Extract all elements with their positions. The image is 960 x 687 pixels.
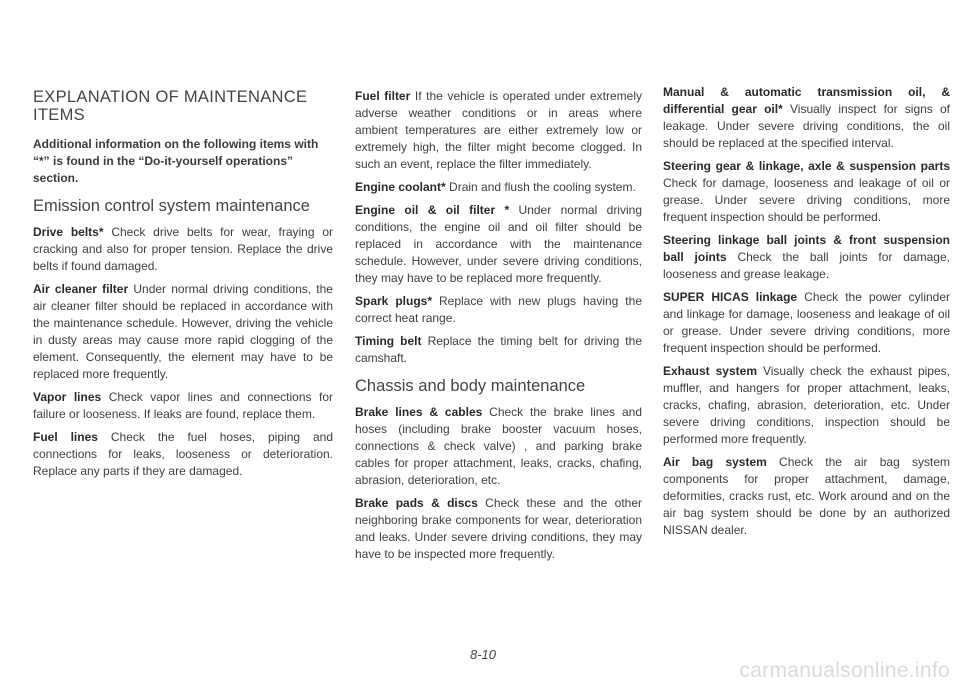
item-text: Replace with new plugs having the correct heat range. xyxy=(355,294,642,325)
right-column xyxy=(663,84,950,545)
item-term: Vapor lines xyxy=(33,390,102,404)
section-heading-chassis: Chassis and body maintenance xyxy=(355,377,586,395)
item-spark-plugs xyxy=(355,293,642,327)
item-fuel-filter xyxy=(355,88,642,173)
item-term: Timing belt xyxy=(355,334,422,348)
item-fuel-lines xyxy=(33,429,333,480)
item-term: Air cleaner filter xyxy=(33,282,129,296)
item-vapor-lines xyxy=(33,389,333,423)
item-text: Check the air bag system components for proper attachment, damage, deformities, cracks rust, etc. Work around and on the air bag system should be done by an authorized NISSAN dealer. xyxy=(663,455,950,537)
item-term: SUPER HICAS linkage xyxy=(663,290,798,304)
item-text: Under normal driving conditions, the engine oil and oil filter should be replaced in accordance with the maintenance schedule. However, under severe driving conditions, they may have to be replaced more frequently. xyxy=(355,203,642,285)
item-text: Under normal driving conditions, the air cleaner filter should be replaced in accordance with the maintenance schedule. However, driving the vehicle in dusty areas may cause more rapid clogging of the element. Consequently, the element may have to be replaced more frequently. xyxy=(33,282,333,381)
item-term: Manual & automatic transmission oil, & differential gear oil* xyxy=(663,85,950,116)
watermark: carmanualsonline.info xyxy=(739,659,950,682)
item-term: Brake lines & cables xyxy=(355,405,483,419)
page-number: 8-10 xyxy=(470,647,497,662)
middle-column xyxy=(355,88,642,569)
item-term: Brake pads & discs xyxy=(355,496,478,510)
item-term: Air bag system xyxy=(663,455,767,469)
item-engine-coolant xyxy=(355,179,642,196)
item-text: Drain and flush the cooling system. xyxy=(449,180,636,194)
item-term: Exhaust system xyxy=(663,364,757,378)
item-text: Visually check the exhaust pipes, muffler, and hangers for proper attachment, leaks, cracks, chafing, abrasion, deterioration, etc. Under severe driving conditions, inspection should be performed more frequently. xyxy=(663,364,950,446)
item-brake-lines xyxy=(355,404,642,489)
item-text: Check these and the other neighboring brake components for wear, deterioration and leaks. Under severe driving conditions, they may have to be inspected more frequently. xyxy=(355,496,643,561)
item-air-cleaner-filter xyxy=(33,281,333,383)
item-steering-gear xyxy=(663,158,950,226)
item-super-hicas xyxy=(663,289,950,357)
item-air-bag-system xyxy=(663,454,950,539)
item-term: Engine oil & oil filter * xyxy=(355,203,510,217)
item-text: Replace the timing belt for driving the camshaft. xyxy=(355,334,642,365)
item-term: Drive belts* xyxy=(33,225,104,239)
item-term: Fuel lines xyxy=(33,430,98,444)
left-column xyxy=(33,88,333,486)
intro-note: Additional information on the following items with “*” is found in the “Do-it-yourself operations” section. xyxy=(33,137,319,185)
item-text: Check the ball joints for damage, looseness and grease leakage. xyxy=(663,250,950,281)
item-text: Check the power cylinder and linkage for damage, looseness and leakage of oil or grease. Under severe driving conditions, more frequent inspection should be performed. xyxy=(663,290,950,355)
item-transmission-oil xyxy=(663,84,950,152)
page-title: EXPLANATION OF MAINTENANCE ITEMS xyxy=(33,88,308,124)
item-term: Engine coolant* xyxy=(355,180,446,194)
item-timing-belt xyxy=(355,333,642,367)
item-term: Steering gear & linkage, axle & suspension parts xyxy=(663,159,950,173)
item-text: Check drive belts for wear, fraying or cracking and also for proper tension. Replace the drive belts if found damaged. xyxy=(33,225,333,273)
item-text: Check vapor lines and connections for failure or looseness. If leaks are found, replace them. xyxy=(33,390,334,421)
item-text: Check for damage, looseness and leakage of oil or grease. Under severe driving conditions, more frequent inspection should be performed. xyxy=(663,176,950,224)
item-text: Check the fuel hoses, piping and connections for leaks, looseness or deterioration. Replace any parts if they are damaged. xyxy=(33,430,333,478)
item-ball-joints xyxy=(663,232,950,283)
item-term: Steering linkage ball joints & front suspension ball joints xyxy=(663,233,950,264)
item-brake-pads xyxy=(355,495,642,563)
item-drive-belts xyxy=(33,224,333,275)
item-engine-oil xyxy=(355,202,642,287)
item-text: Check the brake lines and hoses (including brake booster vacuum hoses, connections & check valve) , and parking brake cables for proper attachment, leaks, cracks, chafing, abrasion, deterioration, etc. xyxy=(355,405,642,487)
item-text: If the vehicle is operated under extremely adverse weather conditions or in areas where ambient temperatures are either extremely low or extremely high, the filter might become clogged. In such an event, replace the filter immediately. xyxy=(355,89,642,171)
item-exhaust-system xyxy=(663,363,950,448)
item-text: Visually inspect for signs of leakage. Under severe driving conditions, the oil should be replaced at the specified interval. xyxy=(663,102,951,150)
item-term: Fuel filter xyxy=(355,89,411,103)
section-heading-emission: Emission control system maintenance xyxy=(33,197,310,215)
item-term: Spark plugs* xyxy=(355,294,432,308)
